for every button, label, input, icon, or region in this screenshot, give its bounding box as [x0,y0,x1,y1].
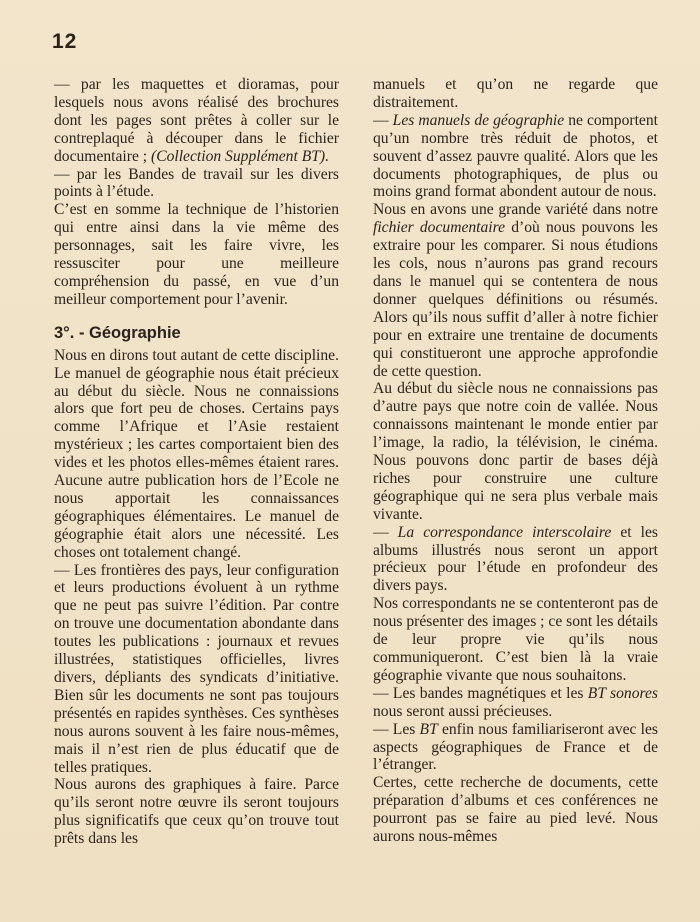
paragraph: Certes, cette recherche de documents, cette préparation d’albums et ces conférences ne pourront pas se faire au pied levé. Nous aurons nous-mêmes [373,774,658,846]
paragraph-text: enfin nous familiariseront avec les aspects géographiques de France et de l’étranger. [373,720,659,774]
paragraph: Nous en dirons tout autant de cette discipline. Le manuel de géographie nous était précieux au début du siècle. Nous ne connaissions alors que fort peu de choses. Certains pays comme l’Afrique et l’Asie restaient mystérieux ; les cartes comportaient bien des vides et les photos elles-mêmes étaient rares. Aucune autre publication hors de l’Ecole ne nous apportait les connaissances géographiques élémentaires. Le manuel de géographie était alors une nécessité. Les choses ont totalement changé. [54,346,339,561]
paragraph [373,112,658,202]
paragraph-text: — par les maquettes et dioramas, pour lesquels nous avons réalisé des brochures dont les pages sont prêtes à coller sur le contreplaqué à découper dans le fichier documentaire ; [54,76,339,165]
emphasis: BT sonores [587,684,658,702]
emphasis: La correspondance interscolaire [397,523,612,541]
paragraph-text: — Les bandes magnétiques et les [373,684,588,702]
emphasis: Les manuels de géographie [392,111,565,129]
dash: — [373,111,393,129]
paragraph [373,685,658,721]
paragraph [373,721,658,775]
collection-reference: (Collection Supplément BT). [151,147,329,165]
paragraph: Au début du siècle nous ne connaissions pas d’autre pays que notre coin de vallée. Nous connaissons maintenant le monde entier par l’image, la radio, la télévision, le cinéma. Nous pouvons donc partir de bases déjà riches pour construire une culture géographique qui ne sera plus verbale mais vivante. [373,380,658,523]
paragraph-text: d’où nous pouvons les extraire pour les comparer. Si nous étudions les cols, nous n’aurons pas grand recours dans le manuel qui se contentera de nous donner quelques définitions ou résumés. Alors qu’ils nous suffit d’aller à notre fichier pour en extraire une trentaine de documents qui constitueront une approche approfondie de cette question. [373,219,658,380]
page-number: 12 [52,30,78,53]
paragraph-text: nous seront aussi précieuses. [373,702,553,720]
paragraph-text: — Les [373,720,420,738]
paragraph [373,201,658,380]
section-heading: 3°. - Géographie [54,323,181,342]
paragraph-text: Nous en avons une grande variété dans notre [373,201,658,219]
paragraph: C’est en somme la technique de l’historien qui entre ainsi dans la vie même des personnages, sait les faire vivre, les ressusciter pour une meilleure compréhension du passé, en vue d’un meilleur comportement pour l’avenir. [54,201,339,308]
paragraph: Nos correspondants ne se contenteront pas de nous présenter des images ; ce sont les détails de leur propre vie qu’ils nous communiqueront. C’est bien là la vraie géographie vivante que nous souhaitons. [373,595,658,684]
paragraph-text: et les albums illustrés nous seront un apport précieux pour l’étude en profondeur des divers pays. [373,523,658,595]
dash: — [373,523,398,541]
emphasis: fichier documentaire [373,219,506,237]
paragraph [373,524,658,596]
left-column [54,76,339,848]
paragraph: Nous aurons des graphiques à faire. Parce qu’ils seront notre œuvre ils seront toujours plus significatifs que ceux qu’on trouve tout prêts dans les [54,776,339,848]
paragraph: — Les frontières des pays, leur configuration et leurs productions évoluent à un rythme que ne peut pas suivre l’édition. Par contre on trouve une documentation abondante dans toutes les publications : journaux et revues illustrées, statistiques officielles, livres divers, dépliants des syndicats d’initiative. Bien sûr les documents ne sont pas toujours présentés en rapides synthèses. Ces synthèses nous aurons souvent à les faire nous-mêmes, mais il n’est rien de plus éducatif que de telles pratiques. [54,561,339,776]
paragraph: manuels et qu’on ne regarde que distraitement. [373,76,658,111]
paragraph: — par les Bandes de travail sur les divers points à l’étude. [54,165,339,201]
paragraph-text: ne comportent qu’un nombre très réduit de photos, et souvent d’assez pauvre qualité. Alors que les documents photographiques, de plus ou moins grand format abondent autour de nous. [373,111,658,201]
right-column [373,76,658,846]
emphasis: BT [419,720,438,738]
paragraph [54,76,339,166]
